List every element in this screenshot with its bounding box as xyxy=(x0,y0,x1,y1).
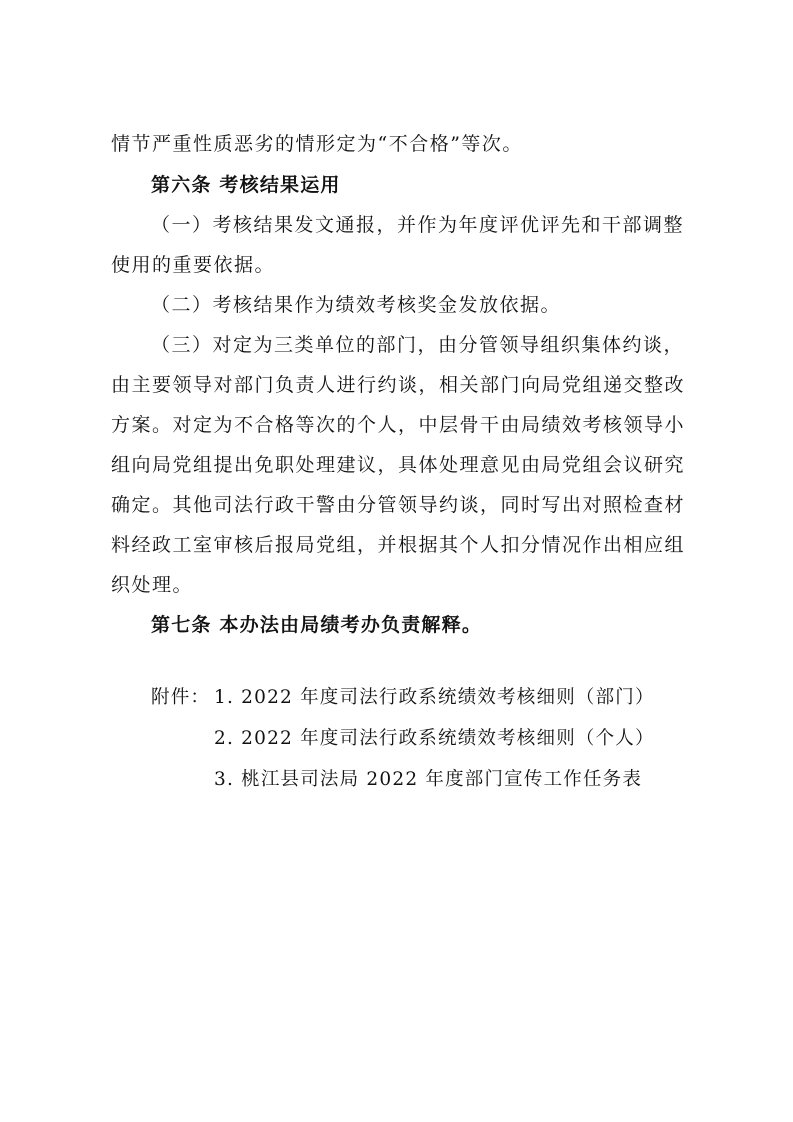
paragraph-line: 使用的重要依据。 xyxy=(111,254,276,276)
paragraph-line: 方案。对定为不合格等次的个人，中层骨干由局绩效考核领导小 xyxy=(111,414,686,436)
attachment-item: 1. 2022 年度司法行政系统绩效考核细则（部门） xyxy=(214,687,655,708)
article-seven-heading: 第七条 本办法由局绩考办负责解释。 xyxy=(151,614,483,636)
paragraph-line: （二）考核结果作为绩效考核奖金发放依据。 xyxy=(151,294,562,316)
paragraph-line: 情节严重性质恶劣的情形定为“不合格”等次。 xyxy=(111,133,523,155)
attachments-label: 附件： xyxy=(151,687,211,708)
attachment-item: 2. 2022 年度司法行政系统绩效考核细则（个人） xyxy=(214,728,655,749)
paragraph-line: 由主要领导对部门负责人进行约谈，相关部门向局党组递交整改 xyxy=(111,374,686,396)
paragraph-line: 料经政工室审核后报局党组，并根据其个人扣分情况作出相应组 xyxy=(111,534,686,556)
paragraph-line: 织处理。 xyxy=(111,574,194,596)
paragraph-line: （一）考核结果发文通报，并作为年度评优评先和干部调整 xyxy=(151,214,685,236)
article-six-heading: 第六条 考核结果运用 xyxy=(151,174,341,196)
attachment-item: 3. 桃江县司法局 2022 年度部门宣传工作任务表 xyxy=(214,769,643,790)
paragraph-line: （三）对定为三类单位的部门，由分管领导组织集体约谈， xyxy=(151,334,685,356)
paragraph-line: 确定。其他司法行政干警由分管领导约谈，同时写出对照检查材 xyxy=(111,494,686,516)
paragraph-line: 组向局党组提出免职处理建议，具体处理意见由局党组会议研究 xyxy=(111,454,686,476)
